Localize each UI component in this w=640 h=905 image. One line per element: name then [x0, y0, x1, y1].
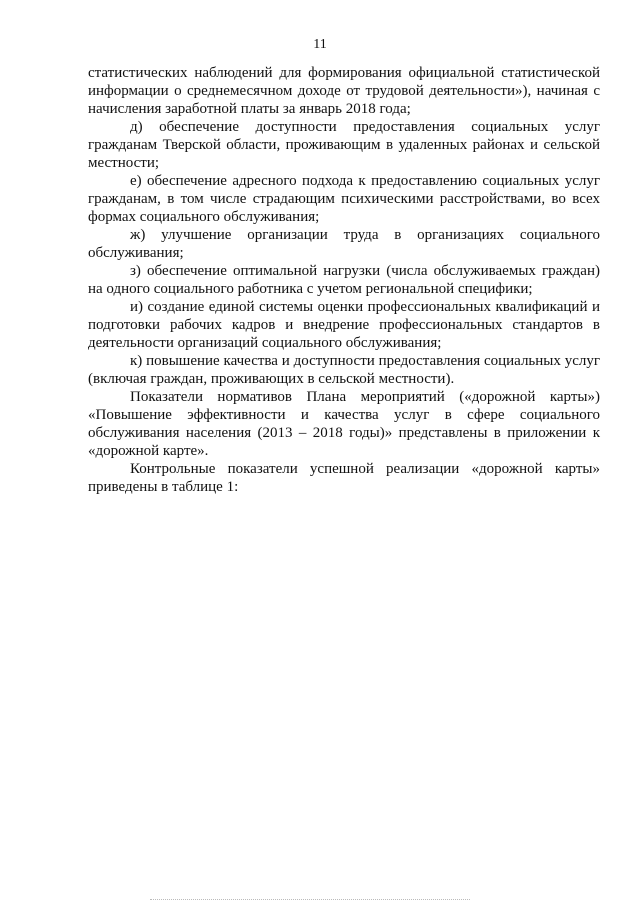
- document-body: [88, 64, 600, 496]
- list-item-i: и) создание единой системы оценки профессиональных квалификаций и подготовки рабочих кадров и внедрение профессиональных стандартов в деятельности организаций социального обслуживания;: [88, 299, 600, 351]
- paragraph-continuation: статистических наблюдений для формирования официальной статистической информации о среднемесячном доходе от трудовой деятельности»), начиная с начисления заработной платы за январь 2018 года;: [88, 65, 600, 117]
- list-item-d: д) обеспечение доступности предоставления социальных услуг гражданам Тверской области, проживающим в удаленных районах и сельской местности;: [88, 119, 600, 171]
- list-item-e: е) обеспечение адресного подхода к предоставлению социальных услуг гражданам, в том числе страдающим психическими расстройствами, во всех формах социального обслуживания;: [88, 173, 600, 225]
- scan-edge-divider: [150, 899, 470, 900]
- page-number: 11: [313, 37, 327, 52]
- paragraph-control-indicators: Контрольные показатели успешной реализации «дорожной карты» приведены в таблице 1:: [88, 461, 600, 495]
- list-item-k: к) повышение качества и доступности предоставления социальных услуг (включая граждан, проживающих в сельской местности).: [88, 353, 600, 387]
- list-item-zh: ж) улучшение организации труда в организациях социального обслуживания;: [88, 227, 600, 261]
- paragraph-indicators: Показатели нормативов Плана мероприятий («дорожной карты») «Повышение эффективности и качества услуг в сфере социального обслуживания населения (2013 – 2018 годы)» представлены в приложении к «дорожной карте».: [88, 389, 600, 459]
- list-item-z: з) обеспечение оптимальной нагрузки (числа обслуживаемых граждан) на одного социального работника с учетом региональной специфики;: [88, 263, 600, 297]
